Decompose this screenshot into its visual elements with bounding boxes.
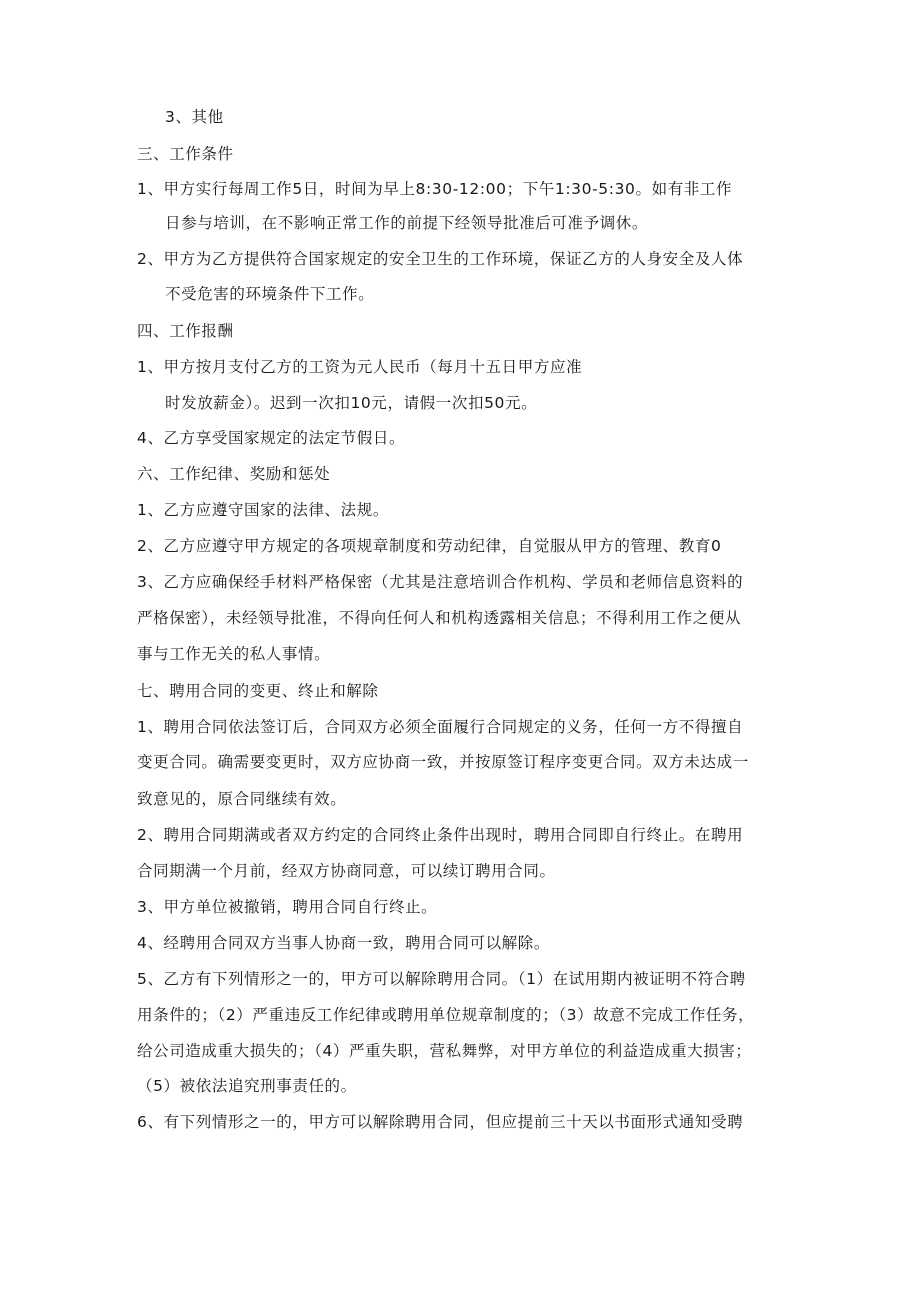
paragraph-line: 事与工作无关的私人事情。 <box>137 645 331 663</box>
paragraph-line: 不受危害的环境条件下工作。 <box>165 285 375 303</box>
paragraph-line: 2、聘用合同期满或者双方约定的合同终止条件出现时，聘用合同即自行终止。在聘用 <box>137 826 744 844</box>
paragraph-line: （5）被依法追究刑事责任的。 <box>137 1077 357 1095</box>
paragraph-line: 2、甲方为乙方提供符合国家规定的安全卫生的工作环境，保证乙方的人身安全及人体 <box>137 250 744 268</box>
paragraph-line: 5、乙方有下列情形之一的，甲方可以解除聘用合同。（1）在试用期内被证明不符合聘 <box>137 970 746 988</box>
paragraph-line: 合同期满一个月前，经双方协商同意，可以续订聘用合同。 <box>137 862 556 880</box>
paragraph-line: 1、乙方应遵守国家的法律、法规。 <box>137 501 389 519</box>
paragraph-line: 3、乙方应确保经手材料严格保密（尤其是注意培训合作机构、学员和老师信息资料的 <box>137 573 744 591</box>
paragraph-line: 1、聘用合同依法签订后，合同双方必须全面履行合同规定的义务，任何一方不得擅自 <box>137 718 744 736</box>
item-other: 3、其他 <box>165 108 224 126</box>
paragraph-line: 时发放薪金）。迟到一次扣10元，请假一次扣50元。 <box>165 394 538 412</box>
section-heading-remuneration: 四、工作报酬 <box>137 322 234 340</box>
paragraph-line: 给公司造成重大损失的；（4）严重失职，营私舞弊，对甲方单位的利益造成重大损害； <box>137 1042 752 1060</box>
paragraph-line: 变更合同。确需要变更时，双方应协商一致，并按原签订程序变更合同。双方未达成一 <box>137 753 749 771</box>
section-heading-contract-changes: 七、聘用合同的变更、终止和解除 <box>137 682 379 700</box>
section-heading-work-conditions: 三、工作条件 <box>137 145 234 163</box>
paragraph-line: 致意见的，原合同继续有效。 <box>137 790 347 808</box>
paragraph-line: 4、经聘用合同双方当事人协商一致，聘用合同可以解除。 <box>137 934 550 952</box>
paragraph-line: 1、甲方实行每周工作5日，时间为早上8:30-12:00；下午1:30-5:30。如有非工作 <box>137 180 733 198</box>
paragraph-line: 6、有下列情形之一的，甲方可以解除聘用合同，但应提前三十天以书面形式通知受聘 <box>137 1113 744 1131</box>
section-heading-discipline: 六、工作纪律、奖励和惩处 <box>137 465 331 483</box>
paragraph-line: 4、乙方享受国家规定的法定节假日。 <box>137 429 406 447</box>
paragraph-line: 1、甲方按月支付乙方的工资为元人民币（每月十五日甲方应准 <box>137 358 583 376</box>
paragraph-line: 日参与培训，在不影响正常工作的前提下经领导批准后可准予调休。 <box>165 214 649 232</box>
paragraph-line: 2、乙方应遵守甲方规定的各项规章制度和劳动纪律，自觉服从甲方的管理、教育0 <box>137 537 722 555</box>
paragraph-line: 用条件的；（2）严重违反工作纪律或聘用单位规章制度的；（3）故意不完成工作任务， <box>137 1006 755 1024</box>
paragraph-line: 3、甲方单位被撤销，聘用合同自行终止。 <box>137 898 438 916</box>
paragraph-line: 严格保密），未经领导批准，不得向任何人和机构透露相关信息；不得利用工作之便从 <box>137 609 742 627</box>
